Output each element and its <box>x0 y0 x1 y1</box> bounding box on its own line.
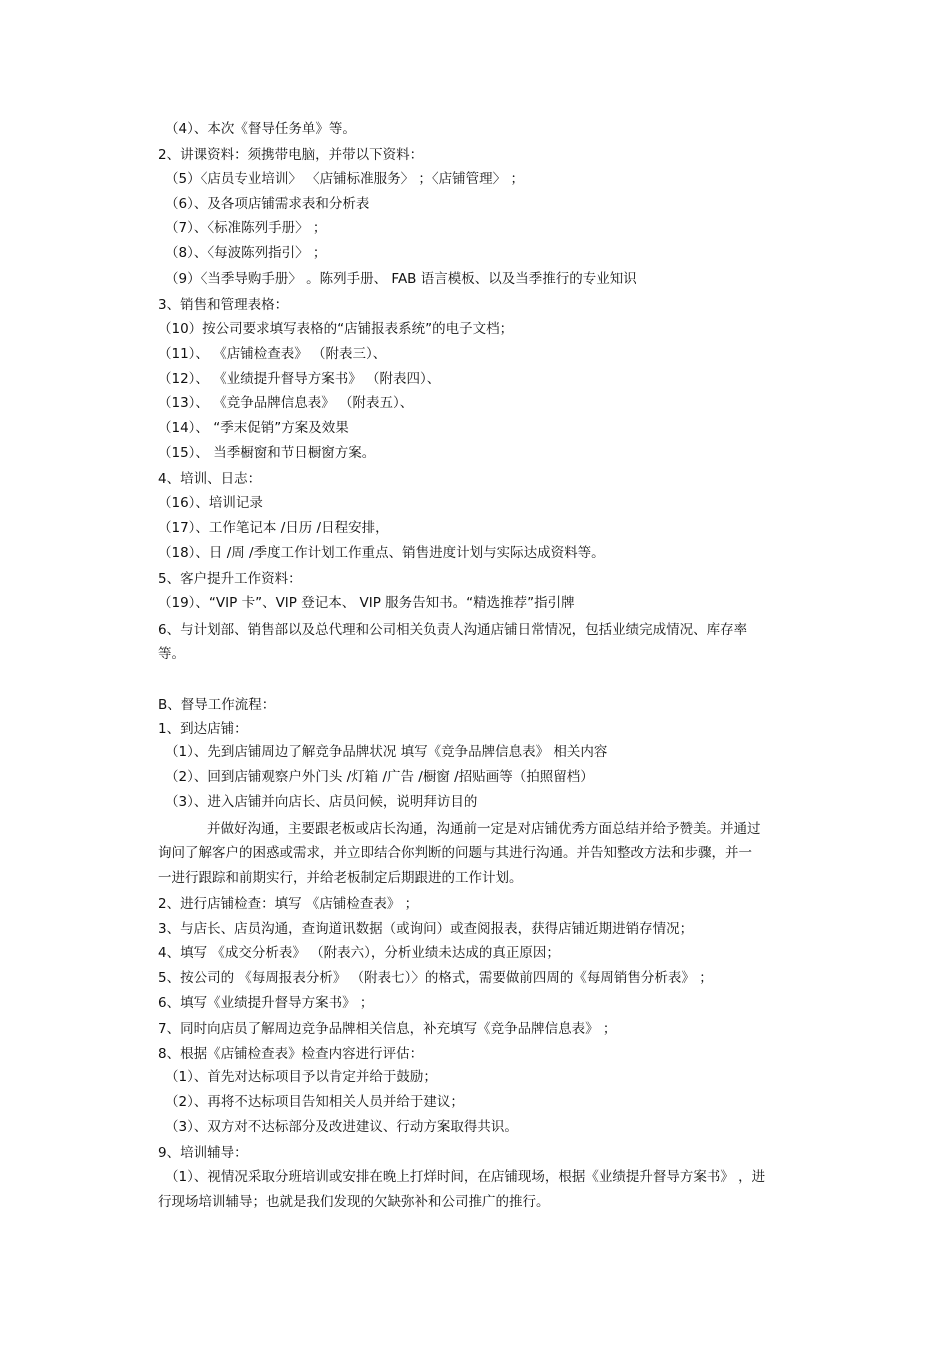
section-heading: B、督导工作流程： <box>158 697 276 713</box>
section-heading: 4、培训、日志： <box>158 471 262 487</box>
text-line: （2）、回到店铺观察户外门头 /灯箱 /广告 /橱窗 /招贴画等（拍照留档） <box>165 769 594 785</box>
text-line: （1）、先到店铺周边了解竞争品牌状况 填写《竞争品牌信息表》 相关内容 <box>165 744 608 760</box>
text-line: （11）、 《店铺检查表》 （附表三）、 <box>158 346 387 362</box>
paragraph-line: （1）、视情况采取分班培训或安排在晚上打烊时间，在店铺现场，根据《业绩提升督导方案书》 ，进 <box>165 1169 766 1185</box>
text-line: 8、根据《店铺检查表》检查内容进行评估： <box>158 1046 424 1062</box>
paragraph-line: 行现场培训辅导；也就是我们发现的欠缺弥补和公司推广的推行。 <box>158 1194 550 1210</box>
text-line: （15）、 当季橱窗和节日橱窗方案。 <box>158 445 376 461</box>
text-line: （7）、〈标准陈列手册〉 ； <box>165 220 327 236</box>
section-heading: 2、讲课资料：须携带电脑，并带以下资料： <box>158 147 424 163</box>
text-line: 6、填写《业绩提升督导方案书》 ； <box>158 995 374 1011</box>
text-line: （5）〈店员专业培训〉 〈店铺标准服务〉 ；〈店铺管理〉 ； <box>165 171 524 187</box>
text-line: （16）、培训记录 <box>158 495 263 511</box>
section-heading: 1、到达店铺： <box>158 721 248 737</box>
text-line: （9）〈当季导购手册〉 。陈列手册、 FAB 语言模板、以及当季推行的专业知识 <box>165 271 637 287</box>
text-line: （8）、〈每波陈列指引〉 ； <box>165 245 327 261</box>
section-heading: 5、客户提升工作资料： <box>158 571 302 587</box>
text-line: （13）、 《竞争品牌信息表》 （附表五）、 <box>158 395 414 411</box>
section-heading: 9、培训辅导： <box>158 1145 248 1161</box>
text-line: （1）、首先对达标项目予以肯定并给于鼓励； <box>165 1069 437 1085</box>
text-line: （4）、本次《督导任务单》等。 <box>165 121 356 137</box>
text-line: 3、与店长、店员沟通，查询道讯数据（或询问）或查阅报表，获得店铺近期进销存情况； <box>158 921 694 937</box>
text-line: （18）、日 /周 /季度工作计划工作重点、销售进度计划与实际达成资料等。 <box>158 545 605 561</box>
text-line: （10）按公司要求填写表格的“店铺报表系统”的电子文档； <box>158 321 514 337</box>
text-line: （19）、“VIP 卡”、VIP 登记本、 VIP 服务告知书。“精选推荐”指引牌 <box>158 595 575 611</box>
section-heading: 3、销售和管理表格： <box>158 297 289 313</box>
text-line: （3）、双方对不达标部分及改进建议、行动方案取得共识。 <box>165 1119 518 1135</box>
text-line: 4、填写 《成交分析表》 （附表六），分析业绩未达成的真正原因； <box>158 945 560 961</box>
text-line: 5、按公司的 《每周报表分析》 （附表七）〉的格式，需要做前四周的《每周销售分析表》 ； <box>158 970 713 986</box>
text-line: 等。 <box>158 646 185 662</box>
text-line: 7、同时向店员了解周边竞争品牌相关信息，补充填写《竞争品牌信息表》 ； <box>158 1021 617 1037</box>
paragraph-line: 询问了解客户的困惑或需求，并立即结合你判断的问题与其进行沟通。并告知整改方法和步骤，并一 <box>158 845 752 861</box>
text-line: （12）、 《业绩提升督导方案书》 （附表四）、 <box>158 371 441 387</box>
paragraph-line: 一进行跟踪和前期实行，并给老板制定后期跟进的工作计划。 <box>158 870 523 886</box>
paragraph-line: 并做好沟通，主要跟老板或店长沟通，沟通前一定是对店铺优秀方面总结并给予赞美。并通过 <box>207 821 761 837</box>
text-line: （3）、进入店铺并向店长、店员问候，说明拜访目的 <box>165 794 478 810</box>
text-line: 2、进行店铺检查：填写 《店铺检查表》 ； <box>158 896 419 912</box>
text-line: （2）、再将不达标项目告知相关人员并给于建议； <box>165 1094 464 1110</box>
text-line: （6）、及各项店铺需求表和分析表 <box>165 196 370 212</box>
text-line: 6、与计划部、销售部以及总代理和公司相关负责人沟通店铺日常情况，包括业绩完成情况、库存率 <box>158 622 748 638</box>
text-line: （14）、 “季末促销”方案及效果 <box>158 420 349 436</box>
text-line: （17）、工作笔记本 /日历 /日程安排， <box>158 520 389 536</box>
